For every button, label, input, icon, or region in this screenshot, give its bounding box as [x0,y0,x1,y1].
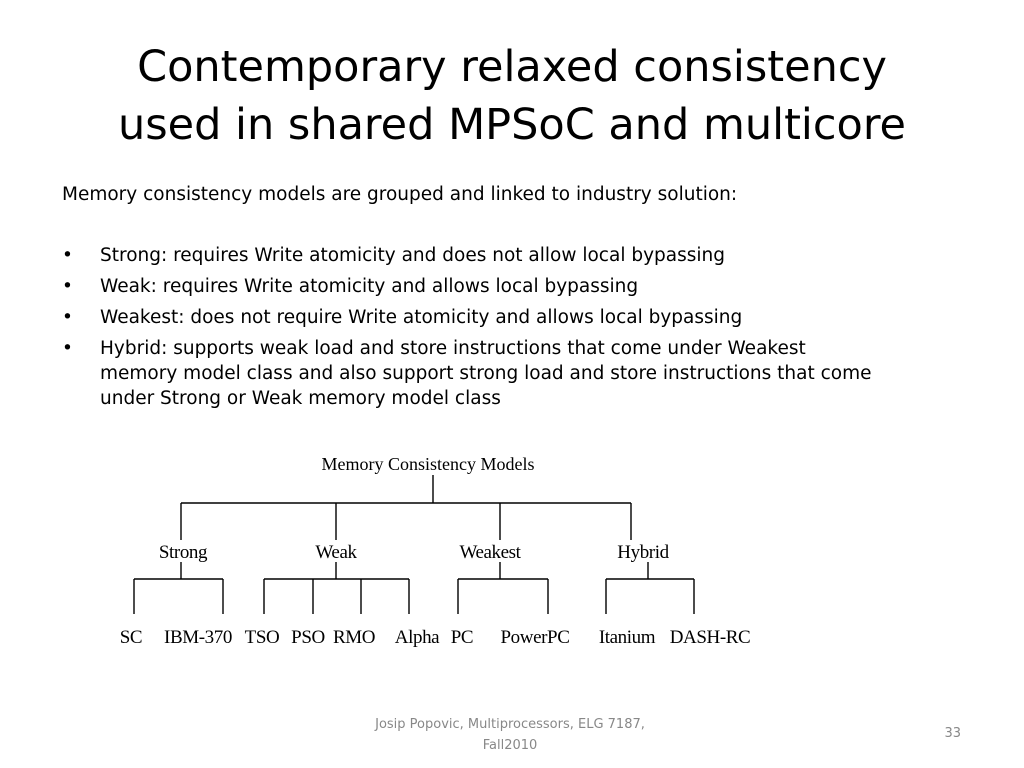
tree-leaf-tso: TSO [244,627,280,648]
title-line-1: Contemporary relaxed consistency [137,42,887,92]
intro-text: Memory consistency models are grouped and linked to industry solution: [62,184,738,205]
tree-leaf-pso: PSO [291,627,325,648]
tree-leaf-powerpc: PowerPC [500,627,570,648]
bullet-text-line-3: under Strong or Weak memory model class [100,388,501,409]
bullet-icon: • [62,276,73,297]
footer-line-2: Fall2010 [482,738,538,753]
bullet-text: Weak: requires Write atomicity and allows local bypassing [100,276,639,297]
bullet-text-line-1: Hybrid: supports weak load and store instructions that come under Weakest [100,338,806,359]
bullet-text: Strong: requires Write atomicity and does not allow local bypassing [100,245,725,266]
tree-leaf-itanium: Itanium [598,627,656,648]
title-line-2: used in shared MPSoC and multicore [117,100,907,150]
bullet-icon: • [62,245,73,266]
tree-leaf-pc: PC [450,627,474,648]
tree-root-label: Memory Consistency Models [321,454,535,474]
tree-node-weakest: Weakest [459,542,521,563]
bullet-icon: • [62,307,73,328]
tree-node-strong: Strong [158,542,208,563]
tree-leaf-rmo: RMO [332,627,376,648]
page-number: 33 [944,726,961,741]
bullet-text-line-2: memory model class and also support strong load and store instructions that come [100,363,872,384]
tree-leaf-dash-rc: DASH-RC [669,627,751,648]
footer-line-1: Josip Popovic, Multiprocessors, ELG 7187, [375,717,645,732]
tree-leaf-alpha: Alpha [394,627,440,648]
tree-node-hybrid: Hybrid [617,542,669,563]
footer-text [340,714,680,756]
tree-node-weak: Weak [315,542,357,563]
bullet-icon: • [62,338,73,359]
bullet-text: Weakest: does not require Write atomicity and allows local bypassing [100,307,743,328]
tree-leaf-ibm-370: IBM-370 [164,627,232,648]
tree-leaf-sc: SC [119,627,143,648]
